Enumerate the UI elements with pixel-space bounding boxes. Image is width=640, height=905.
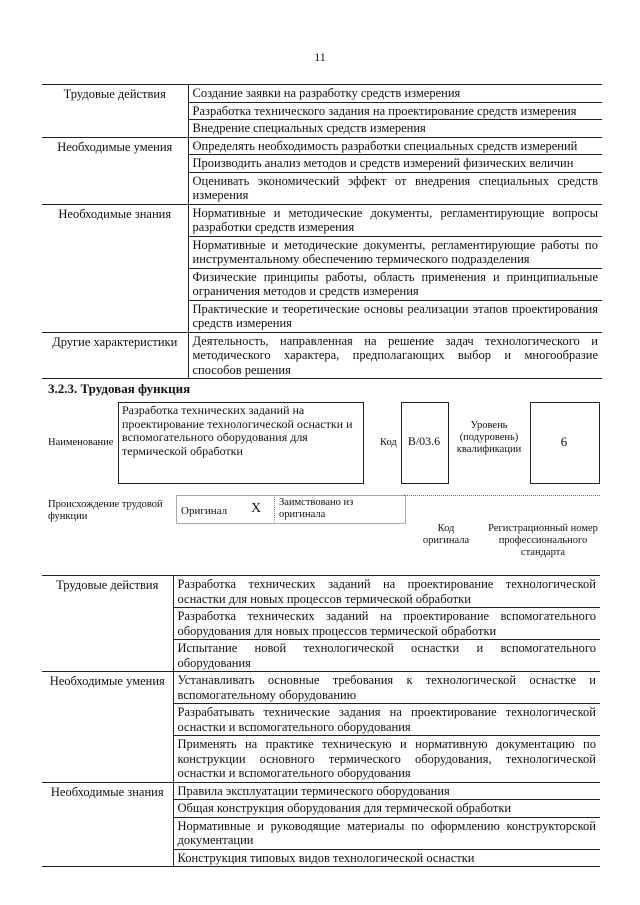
row-item-text: Деятельность, направленная на решение задач технологического и методического характера, предполагающих выбор и многообразие способов решения <box>188 332 602 379</box>
original-label: Оригинал <box>181 505 228 517</box>
origin-label: Происхождение трудовой функции <box>48 499 163 522</box>
reg-number-label: Регистрационный номер профессионального стандарта <box>488 523 598 558</box>
row-group-label: Необходимые знания <box>42 782 173 867</box>
level-value: 6 <box>560 434 568 449</box>
row-group-label: Необходимые знания <box>42 204 188 332</box>
row-item-text: Нормативные и методические документы, регламентирующие работы по инструментальному обеспечению термического подразделения <box>188 236 602 268</box>
table2-row <box>42 576 600 608</box>
row-item-text: Определять необходимость разработки специальных средств измерений <box>188 137 602 155</box>
row-group-label: Трудовые действия <box>42 576 173 672</box>
row-item-text: Внедрение специальных средств измерения <box>188 120 602 138</box>
row-item-text: Нормативные и руководящие материалы по оформлению конструкторской документации <box>173 817 600 849</box>
row-item-text: Конструкция типовых видов технологической оснастки <box>173 849 600 867</box>
table1-row <box>42 85 602 103</box>
table1-row <box>42 204 602 236</box>
code-original-label: Код оригинала <box>422 523 470 546</box>
code-value: В/03.6 <box>407 434 441 448</box>
page-number: 11 <box>314 50 326 64</box>
name-label: Наименование <box>48 437 114 448</box>
row-item-text: Применять на практике техническую и нормативную документацию по конструкции основного термического оборудования, технологической оснастки и вспомогательного оборудования <box>173 736 600 783</box>
table2-row <box>42 672 600 704</box>
row-item-text: Нормативные и методические документы, регламентирующие вопросы разработки средств измерения <box>188 204 602 236</box>
row-group-label: Другие характеристики <box>42 332 188 379</box>
table2-row <box>42 782 600 800</box>
row-group-label: Трудовые действия <box>42 85 188 138</box>
row-item-text: Разработка технических заданий на проектирование вспомогательного оборудования для новых процессов термической обработки <box>173 608 600 640</box>
name-value: Разработка технических заданий на проектирование технологической оснастки и вспомогательного оборудования для термической обработки <box>122 403 353 458</box>
row-item-text: Физические принципы работы, область применения и принципиальные ограничения методов и средств измерения <box>188 268 602 300</box>
row-item-text: Производить анализ методов и средств измерений физических величин <box>188 155 602 173</box>
row-item-text: Разработка технического задания на проектирование средств измерения <box>188 102 602 120</box>
borrowed-label: Заимствовано из оригинала <box>279 497 354 520</box>
section-title: 3.2.3. Трудовая функция <box>48 381 191 396</box>
origin-dotted-line <box>404 495 600 496</box>
row-group-label: Необходимые умения <box>42 137 188 204</box>
row-item-text: Общая конструкция оборудования для термической обработки <box>173 800 600 818</box>
row-item-text: Разрабатывать технические задания на проектирование технологической оснастки и вспомогательного оборудования <box>173 704 600 736</box>
row-item-text: Создание заявки на разработку средств измерения <box>188 85 602 103</box>
row-item-text: Испытание новой технологической оснастки и вспомогательного оборудования <box>173 640 600 672</box>
original-mark: X <box>251 501 262 516</box>
level-label: Уровень (подуровень) квалификации <box>456 420 522 455</box>
row-item-text: Устанавливать основные требования к технологической оснастке и вспомогательному оборудованию <box>173 672 600 704</box>
competency-table-1 <box>42 84 602 379</box>
table1-row <box>42 137 602 155</box>
row-item-text: Практические и теоретические основы реализации этапов проектирования средств измерения <box>188 300 602 332</box>
table1-row <box>42 332 602 379</box>
row-item-text: Правила эксплуатации термического оборудования <box>173 782 600 800</box>
code-label: Код <box>380 437 397 448</box>
row-item-text: Разработка технических заданий на проектирование технологической оснастки для новых процессов термической обработки <box>173 576 600 608</box>
origin-divider <box>274 495 275 522</box>
competency-table-2 <box>42 575 600 867</box>
row-group-label: Необходимые умения <box>42 672 173 783</box>
row-item-text: Оценивать экономический эффект от внедрения специальных средств измерения <box>188 172 602 204</box>
